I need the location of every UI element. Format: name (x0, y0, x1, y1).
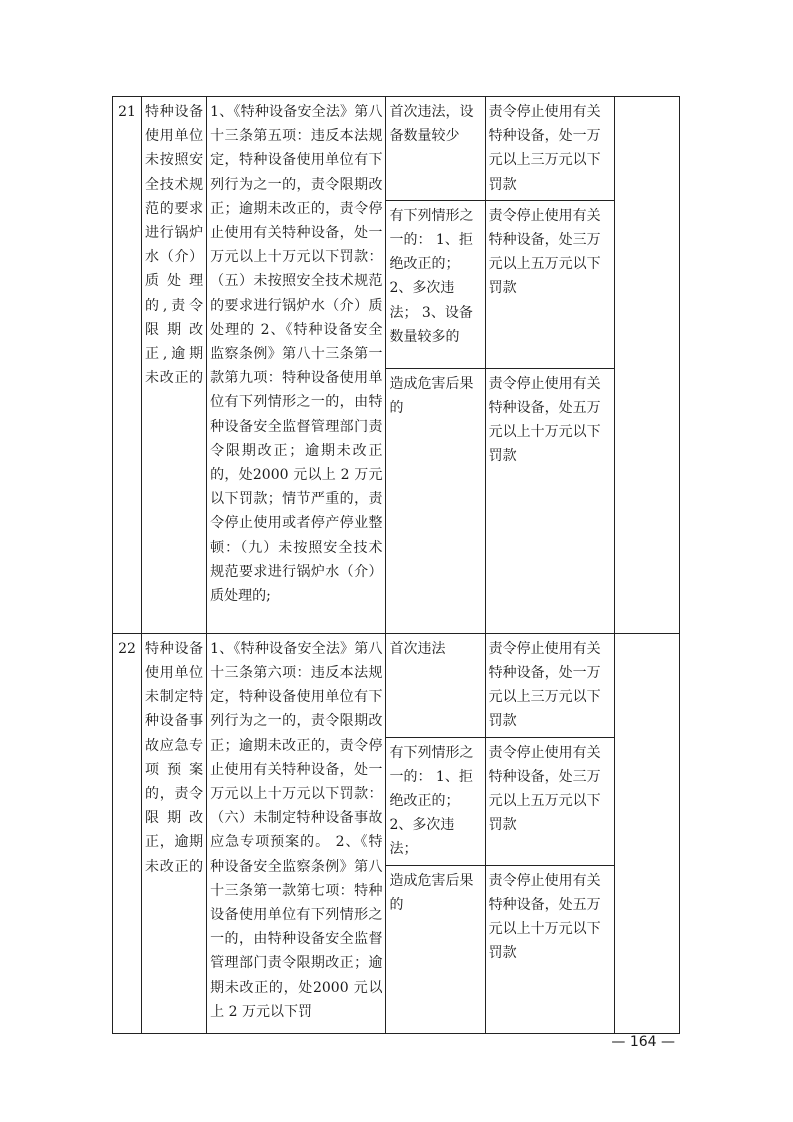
situation-cell: 首次违法 (386, 633, 485, 737)
situation-cell: 有下列情形之一的： 1、拒绝改正的； 2、多次违法； 3、设备数量较多的 (386, 200, 485, 368)
legal-basis: 1、《特种设备安全法》第八十三条第五项：违反本法规定，特种设备使用单位有下列行为之一的，责令限期改正；逾期未改正的，责令停止使用有关特种设备，处一万元以上十万元以下罚款：（五）未按照安全技术规范的要求进行锅炉水（介）质处理的 2、《特种设备安全监察条例》第八十三条第一款第九项：特种设备使用单位有下列情形之一的，由特种设备安全监督管理部门责令限期改正；逾期未改正的，处2000 元以上 2 万元以下罚款；情节严重的，责令停止使用或者停产停业整顿：（九）未按照安全技术规范要求进行锅炉水（介）质处理的; (207, 97, 386, 634)
situation-cell: 有下列情形之一的： 1、拒绝改正的； 2、多次违法； (386, 737, 485, 865)
violation-item: 特种设备使用单位未按照安全技术规范的要求进行锅炉水（介）质处理的,责令限期改正,逾期未改正的 (142, 97, 207, 634)
situation-cell: 造成危害后果的 (386, 865, 485, 1033)
table-row (113, 633, 680, 737)
row-number: 22 (113, 633, 142, 1033)
violation-item: 特种设备使用单位未制定特种设备事故应急专项预案的，责令限期改正，逾期未改正的 (142, 633, 207, 1033)
page-number: — 164 — (611, 1034, 675, 1050)
penalty-cell: 责令停止使用有关特种设备，处三万元以上五万元以下罚款 (485, 200, 614, 368)
situation-cell: 首次违法，设备数量较少 (386, 97, 485, 201)
penalty-cell: 责令停止使用有关特种设备，处一万元以上三万元以下罚款 (485, 97, 614, 201)
penalty-cell: 责令停止使用有关特种设备，处五万元以上十万元以下罚款 (485, 865, 614, 1033)
legal-basis: 1、《特种设备安全法》第八十三条第六项：违反本法规定，特种设备使用单位有下列行为之一的，责令限期改正；逾期未改正的，责令停止使用有关特种设备，处一万元以上十万元以下罚款：（六）未制定特种设备事故应急专项预案的。 2、《特种设备安全监察条例》第八十三条第一款第七项：特种设备使用单位有下列情形之一的，由特种设备安全监督管理部门责令限期改正；逾期未改正的，处2000 元以上 2 万元以下罚 (207, 633, 386, 1033)
row-number: 21 (113, 97, 142, 634)
table-row (113, 97, 680, 201)
penalty-table (112, 96, 680, 1034)
remark-cell (614, 633, 679, 1033)
penalty-cell: 责令停止使用有关特种设备，处五万元以上十万元以下罚款 (485, 368, 614, 633)
remark-cell (614, 97, 679, 634)
situation-cell: 造成危害后果的 (386, 368, 485, 633)
penalty-cell: 责令停止使用有关特种设备，处一万元以上三万元以下罚款 (485, 633, 614, 737)
penalty-cell: 责令停止使用有关特种设备，处三万元以上五万元以下罚款 (485, 737, 614, 865)
